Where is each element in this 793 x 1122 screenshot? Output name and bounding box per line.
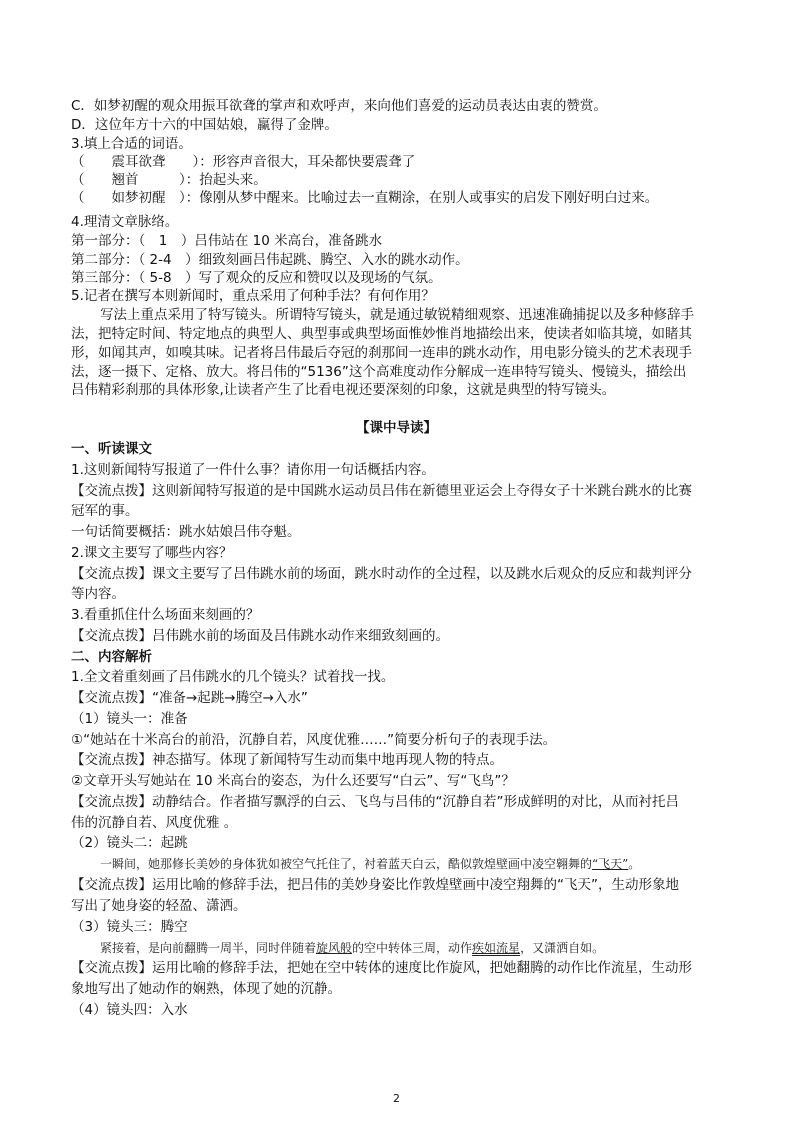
quote-1 (100, 854, 760, 874)
part2-line: （2）镜头二：起跳 (71, 835, 188, 851)
part2-line: 【交流点拨】运用比喻的修辞手法，把她在空中转体的速度比作旋风，把她翻腾的动作比作流星，生动形 (71, 960, 692, 976)
part2-line: 象地写出了她动作的娴熟，体现了她的沉静。 (71, 981, 341, 997)
section-title: 【课中导读】 (356, 420, 437, 436)
outline-part-2: 第二部分：（ 2-4 ）细致刻画吕伟起跳、腾空、入水的跳水动作。 (71, 252, 469, 268)
quote-2-underlined: 疾如流星 (472, 941, 521, 955)
quote-2-text: 紧接着，是向前翻腾一周半，同时伴随着 (100, 941, 317, 955)
quote-2 (100, 938, 760, 958)
part2-line: ②文章开头写她站在 10 米高台的姿态，为什么还要写“白云”、写“飞鸟”？ (71, 773, 515, 789)
quote-1-underlined: “飞天” (592, 857, 629, 871)
part1-line: 【交流点拨】这则新闻特写报道的是中国跳水运动员吕伟在新德里亚运会上夺得女子十米跳台跳水的比赛 (71, 483, 692, 499)
part2-line: （1）镜头一：准备 (71, 711, 188, 727)
fill-word-3: （ 如梦初醒 ）：像刚从梦中醒来。比喻过去一直糊涂，在别人或事实的启发下刚好明白过来。 (71, 190, 659, 206)
part1-line: 1.这则新闻特写报道了一件什么事？请你用一句话概括内容。 (71, 462, 435, 478)
part2-line: 【交流点拨】运用比喻的修辞手法，把吕伟的美妙身姿比作敦煌壁画中凌空翔舞的“飞天”，生动形象地 (71, 877, 679, 893)
fill-word-2: （ 翘首 ）：抬起头来。 (71, 172, 267, 188)
question-3: 3.填上合适的词语。 (71, 136, 192, 152)
part1-line: 3.看重抓住什么场面来刻画的？ (71, 607, 260, 623)
part1-line: 等内容。 (71, 586, 125, 602)
outline-part-1: 第一部分：（ 1 ）吕伟站在 10 米高台，准备跳水 (71, 233, 383, 249)
part2-heading: 二、内容解析 (71, 649, 152, 665)
page-number: 2 (393, 1092, 400, 1105)
part1-heading: 一、听读课文 (71, 441, 152, 457)
part2-line: ①“她站在十米高台的前沿，沉静自若，风度优雅……”简要分析句子的表现手法。 (71, 732, 557, 748)
part2-line: 【交流点拨】神态描写。体现了新闻特写生动而集中地再现人物的特点。 (71, 752, 503, 768)
quote-1-text: 一瞬间，她那修长美妙的身体犹如被空气托住了，衬着蓝天白云，酷似敦煌壁画中凌空翱舞的 (100, 857, 593, 871)
part2-line: （4）镜头四：入水 (71, 1002, 188, 1018)
part1-line: 【交流点拨】吕伟跳水前的场面及吕伟跳水动作来细致刻画的。 (71, 628, 449, 644)
question-5: 5.记者在撰写本则新闻时，重点采用了何种手法？有何作用？ (71, 288, 435, 304)
part2-line: （3）镜头三：腾空 (71, 919, 188, 935)
question-4: 4.理清文章脉络。 (71, 214, 179, 230)
answer-5-line: 写法上重点采用了特写镜头。所谓特写镜头，就是通过敏锐精细观察、迅速准确捕捉以及多种修辞手 (100, 307, 694, 323)
part2-line: 【交流点拨】动静结合。作者描写飘浮的白云、飞鸟与吕伟的“沉静自若”形成鲜明的对比，从而衬托吕 (71, 794, 679, 810)
part1-line: 2.课文主要写了哪些内容？ (71, 545, 233, 561)
quote-2-end: ，又潇洒自如。 (520, 941, 605, 955)
answer-5-line: 吕伟精彩刹那的具体形象,让读者产生了比看电视还要深刻的印象，这就是典型的特写镜头。 (71, 382, 616, 398)
part2-line: 【交流点拨】“准备→起跳→腾空→入水” (71, 690, 308, 706)
option-d: D．这位年方十六的中国姑娘，赢得了金牌。 (71, 117, 338, 133)
quote-2-text: 的空中转体三周，动作 (352, 941, 473, 955)
fill-word-1: （ 震耳欲聋 ）：形容声音很大，耳朵都快要震聋了 (71, 154, 416, 170)
quote-1-end: 。 (628, 857, 641, 871)
part2-line: 伟的沉静自若、风度优雅 。 (71, 815, 238, 831)
part2-line: 1.全文着重刻画了吕伟跳水的几个镜头？试着找一找。 (71, 669, 395, 685)
answer-5-line: 法，把特定时间、特定地点的典型人、典型事或典型场面惟妙惟肖地描绘出来，使读者如临其境，如睹其 (71, 326, 692, 342)
quote-2-underlined: 旋风般 (316, 941, 353, 955)
outline-part-3: 第三部分：（ 5-8 ）写了观众的反应和赞叹以及现场的气氛。 (71, 270, 442, 286)
answer-5-line: 形，如闻其声，如嗅其味。记者将吕伟最后夺冠的刹那间一连串的跳水动作，用电影分镜头的艺术表现手 (71, 345, 692, 361)
part1-line: 一句话简要概括：跳水姑娘吕伟夺魁。 (71, 524, 301, 540)
part2-line: 写出了她身姿的轻盈、潇洒。 (71, 898, 247, 914)
part1-line: 冠军的事。 (71, 503, 139, 519)
part1-line: 【交流点拨】课文主要写了吕伟跳水前的场面，跳水时动作的全过程，以及跳水后观众的反应和裁判评分 (71, 566, 692, 582)
answer-5-line: 法，逐一摄下、定格、放大。将吕伟的“5136”这个高难度动作分解成一连串特写镜头、慢镜头，描绘出 (71, 364, 687, 380)
option-c: C．如梦初醒的观众用振耳欲聋的掌声和欢呼声，来向他们喜爱的运动员表达由衷的赞赏。 (71, 98, 607, 114)
